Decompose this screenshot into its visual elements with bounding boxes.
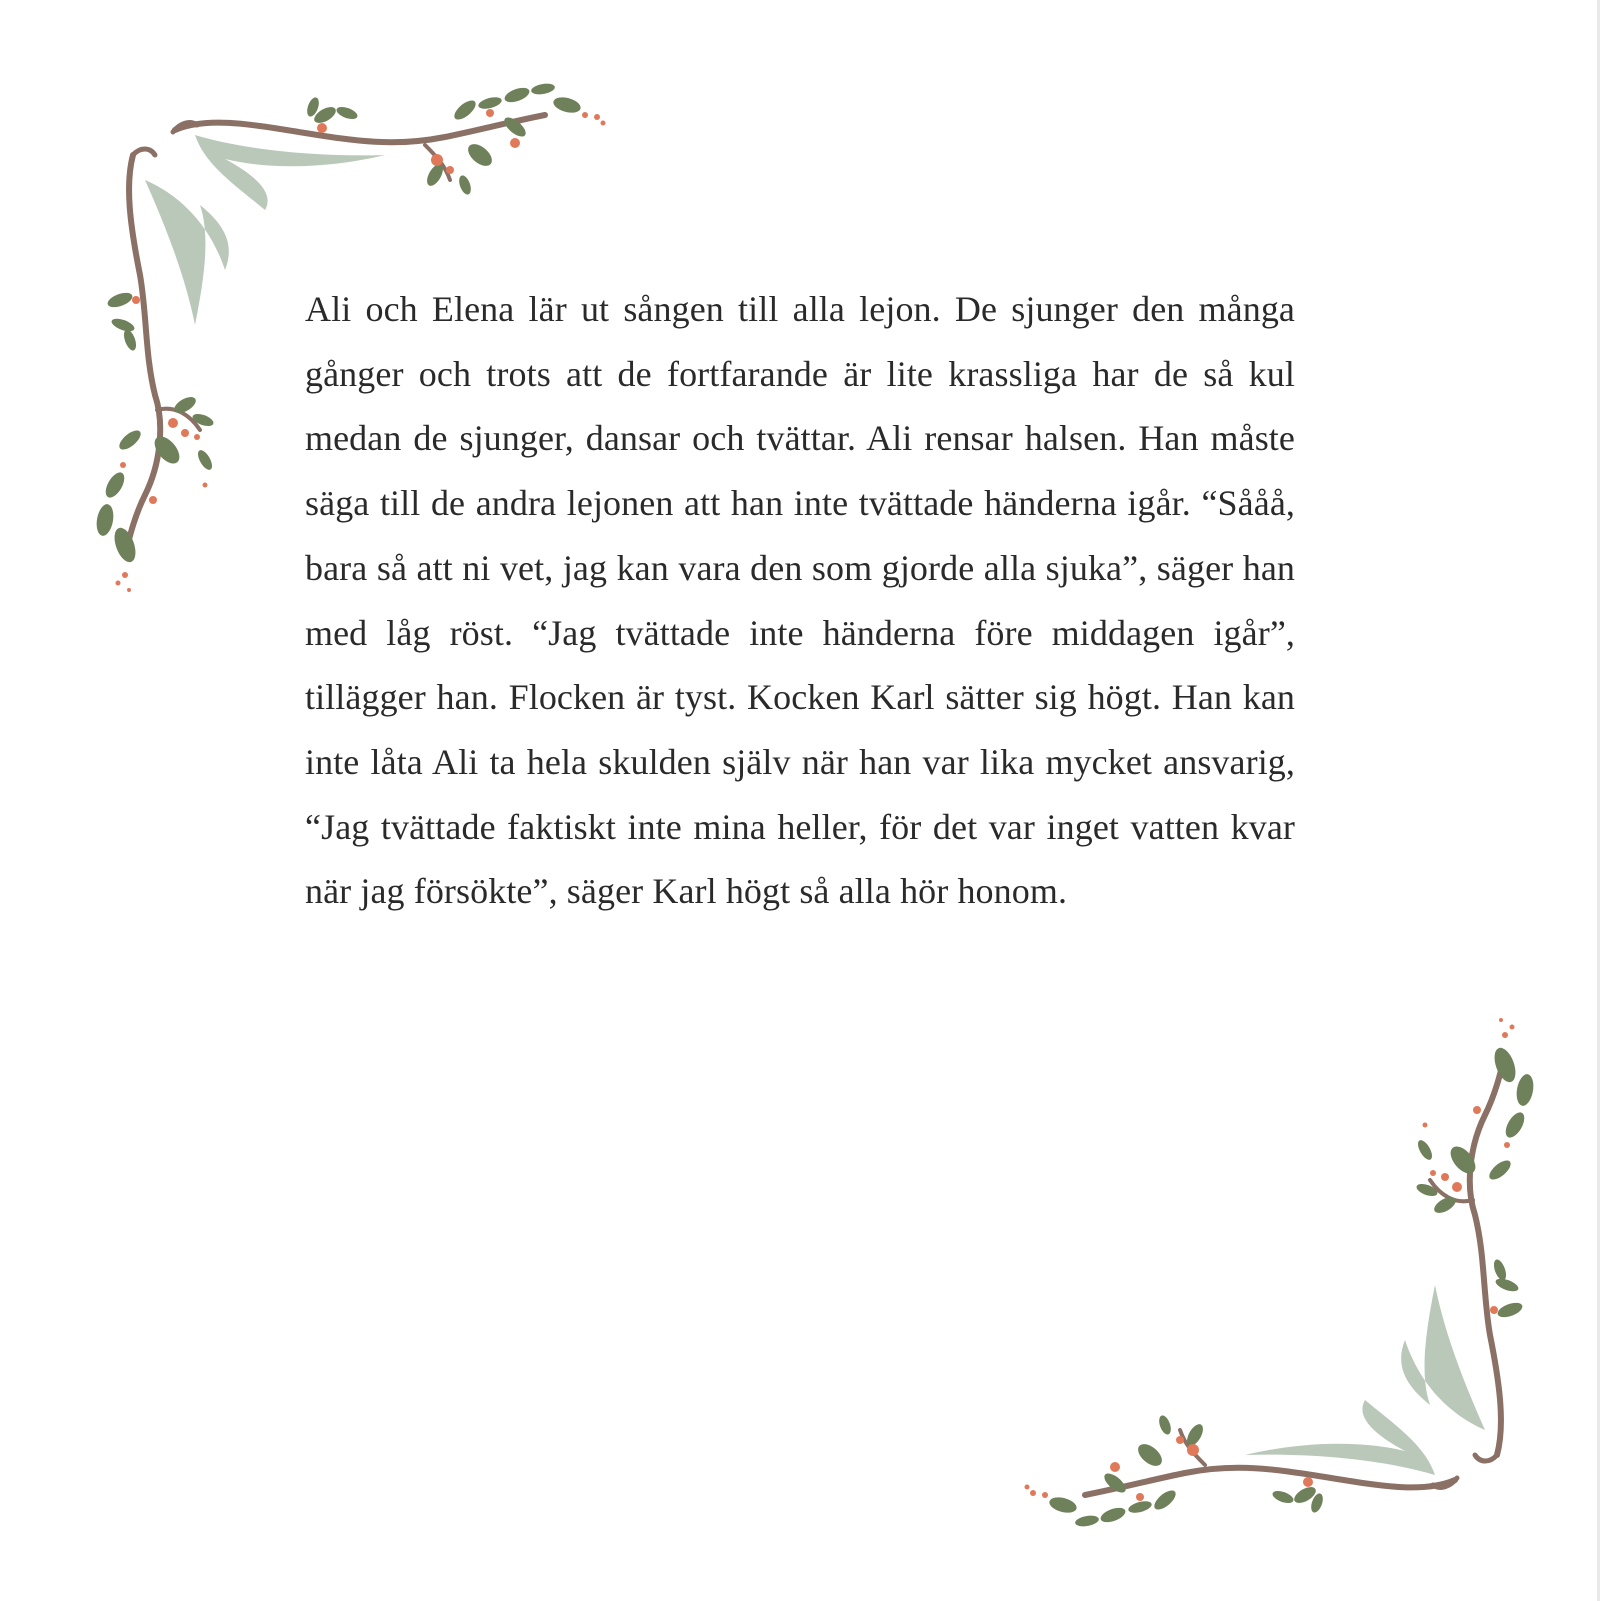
vine-corner-ornament-bottom-right [985, 995, 1545, 1535]
story-paragraph: Ali och Elena lär ut sången till alla lejon. De sjunger den många gånger och trots att de fortfarande är lite krassliga har de så kul medan de sjunger, dansar och tvättar. Ali rensar halsen. Han måste säga till de andra lejonen att han inte tvättade händerna igår. “Sååå, bara så att ni vet, jag kan vara den som gjorde alla sjuka”, säger han med låg röst. “Jag tvättade inte händerna före middagen igår”, tillägger han. Flocken är tyst. Kocken Karl sätter sig högt. Han kan inte låta Ali ta hela skulden själv när han var lika mycket ansvarig, “Jag tvättade faktiskt inte mina heller, för det var inget vatten kvar när jag försökte”, säger Karl högt så alla hör honom. [305, 289, 1295, 912]
